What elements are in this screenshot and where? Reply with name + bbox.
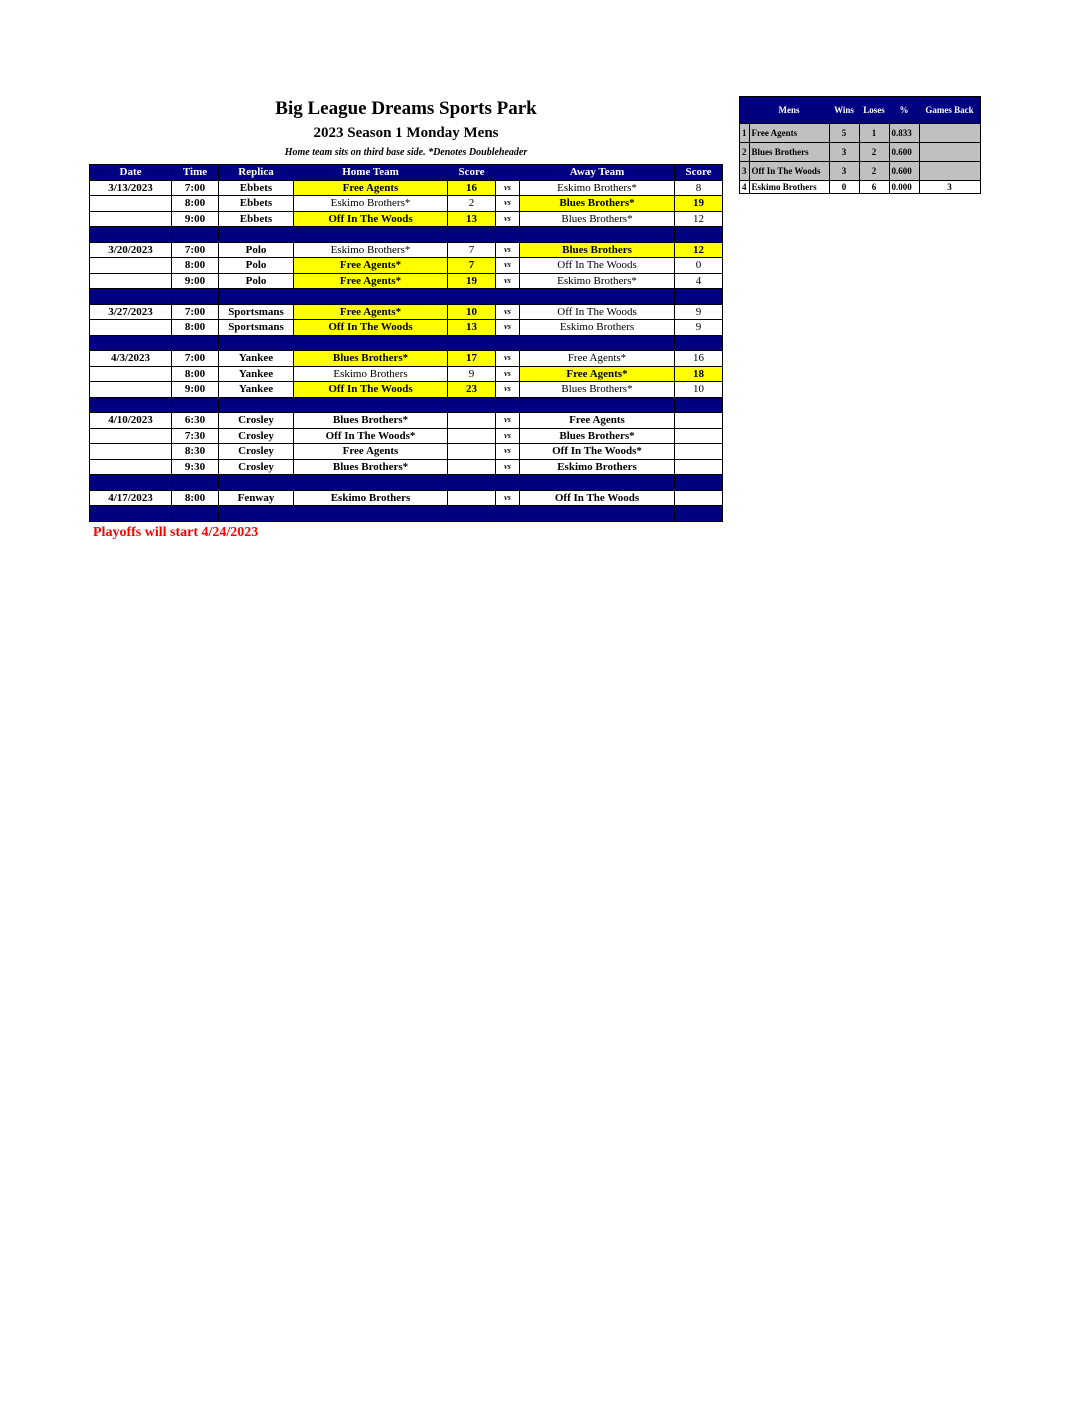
col-header-away-team: Away Team	[520, 165, 675, 181]
home-score: 13	[448, 320, 496, 336]
away-score: 12	[675, 242, 723, 258]
away-team: Blues Brothers*	[520, 428, 675, 444]
separator-cell	[90, 289, 172, 305]
col-header-date: Date	[90, 165, 172, 181]
home-team: Free Agents*	[294, 273, 448, 289]
standings-wins: 3	[829, 143, 859, 162]
standings-rank: 3	[740, 162, 750, 181]
away-score: 12	[675, 211, 723, 227]
standings-row	[740, 181, 981, 194]
home-team: Free Agents	[294, 444, 448, 460]
game-replica: Crosley	[219, 444, 294, 460]
week-separator-row	[90, 289, 723, 305]
away-score	[675, 459, 723, 475]
standings-team: Off In The Woods	[749, 162, 829, 181]
away-score: 9	[675, 320, 723, 336]
game-date	[90, 366, 172, 382]
standings-col-loses: Loses	[859, 97, 889, 124]
home-team: Off In The Woods	[294, 320, 448, 336]
vs-label: vs	[496, 413, 520, 429]
away-team: Blues Brothers*	[520, 382, 675, 398]
separator-cell	[294, 335, 448, 351]
game-time: 8:30	[172, 444, 219, 460]
standings-rank: 4	[740, 181, 750, 194]
standings-col-mens: Mens	[749, 97, 829, 124]
away-score: 16	[675, 351, 723, 367]
separator-cell	[219, 335, 294, 351]
home-team: Off In The Woods	[294, 211, 448, 227]
standings-col-wins: Wins	[829, 97, 859, 124]
separator-cell	[172, 475, 219, 491]
game-row	[90, 258, 723, 274]
game-time: 6:30	[172, 413, 219, 429]
separator-cell	[675, 506, 723, 522]
schedule-body	[90, 180, 723, 521]
game-replica: Polo	[219, 242, 294, 258]
vs-label: vs	[496, 304, 520, 320]
home-score	[448, 459, 496, 475]
standings-col-games-back: Games Back	[919, 97, 980, 124]
separator-cell	[675, 289, 723, 305]
home-team: Eskimo Brothers*	[294, 242, 448, 258]
home-score	[448, 490, 496, 506]
standings-games-back	[919, 143, 980, 162]
game-row	[90, 304, 723, 320]
game-replica: Crosley	[219, 428, 294, 444]
col-header-time: Time	[172, 165, 219, 181]
separator-cell	[520, 227, 675, 243]
separator-cell	[675, 397, 723, 413]
game-date	[90, 196, 172, 212]
separator-cell	[219, 475, 294, 491]
game-time: 8:00	[172, 258, 219, 274]
separator-cell	[294, 475, 448, 491]
game-row	[90, 180, 723, 196]
home-score: 7	[448, 242, 496, 258]
game-date	[90, 320, 172, 336]
separator-cell	[675, 335, 723, 351]
away-team: Off In The Woods	[520, 490, 675, 506]
vs-label: vs	[496, 444, 520, 460]
away-score	[675, 428, 723, 444]
away-team: Off In The Woods	[520, 258, 675, 274]
game-time: 9:00	[172, 211, 219, 227]
vs-label: vs	[496, 428, 520, 444]
standings-col-pct: %	[889, 97, 919, 124]
game-date: 3/20/2023	[90, 242, 172, 258]
standings-row	[740, 124, 981, 143]
away-team: Eskimo Brothers*	[520, 273, 675, 289]
standings-rank: 1	[740, 124, 750, 143]
home-score: 16	[448, 180, 496, 196]
game-date: 4/17/2023	[90, 490, 172, 506]
game-row	[90, 273, 723, 289]
away-team: Free Agents*	[520, 366, 675, 382]
game-date	[90, 211, 172, 227]
game-time: 7:30	[172, 428, 219, 444]
page-title: Big League Dreams Sports Park	[275, 98, 537, 119]
vs-label: vs	[496, 273, 520, 289]
home-team: Free Agents*	[294, 258, 448, 274]
home-team: Free Agents*	[294, 304, 448, 320]
home-score: 9	[448, 366, 496, 382]
home-score: 17	[448, 351, 496, 367]
away-team: Off In The Woods*	[520, 444, 675, 460]
game-time: 7:00	[172, 351, 219, 367]
game-time: 9:00	[172, 382, 219, 398]
home-score: 7	[448, 258, 496, 274]
vs-label: vs	[496, 382, 520, 398]
standings-team: Free Agents	[749, 124, 829, 143]
standings-table	[739, 96, 981, 194]
standings-wins: 5	[829, 124, 859, 143]
away-score: 0	[675, 258, 723, 274]
home-score	[448, 444, 496, 460]
separator-cell	[520, 397, 675, 413]
playoff-note: Playoffs will start 4/24/2023	[93, 525, 259, 540]
standings-pct: 0.833	[889, 124, 919, 143]
vs-label: vs	[496, 366, 520, 382]
standings-pct: 0.000	[889, 181, 919, 194]
game-date: 3/27/2023	[90, 304, 172, 320]
home-score	[448, 428, 496, 444]
game-replica: Ebbets	[219, 196, 294, 212]
col-header-away-score: Score	[675, 165, 723, 181]
separator-cell	[448, 475, 496, 491]
home-team: Blues Brothers*	[294, 351, 448, 367]
home-score: 19	[448, 273, 496, 289]
away-score: 8	[675, 180, 723, 196]
game-time: 7:00	[172, 180, 219, 196]
col-header-vs	[496, 165, 520, 181]
vs-label: vs	[496, 320, 520, 336]
game-date	[90, 273, 172, 289]
standings-wins: 3	[829, 162, 859, 181]
vs-label: vs	[496, 242, 520, 258]
season-subtitle: 2023 Season 1 Monday Mens	[313, 125, 499, 141]
separator-cell	[448, 335, 496, 351]
vs-label: vs	[496, 351, 520, 367]
separator-cell	[294, 397, 448, 413]
standings-pct: 0.600	[889, 162, 919, 181]
game-row	[90, 428, 723, 444]
away-score: 4	[675, 273, 723, 289]
game-row	[90, 366, 723, 382]
separator-cell	[520, 289, 675, 305]
separator-cell	[520, 335, 675, 351]
away-team: Off In The Woods	[520, 304, 675, 320]
home-team: Off In The Woods*	[294, 428, 448, 444]
game-date	[90, 382, 172, 398]
game-time: 9:00	[172, 273, 219, 289]
game-replica: Fenway	[219, 490, 294, 506]
game-replica: Ebbets	[219, 180, 294, 196]
home-team: Off In The Woods	[294, 382, 448, 398]
separator-cell	[219, 227, 294, 243]
separator-cell	[172, 227, 219, 243]
separator-cell	[496, 335, 520, 351]
standings-loses: 2	[859, 143, 889, 162]
standings-header-row	[740, 97, 981, 124]
separator-cell	[448, 397, 496, 413]
separator-cell	[90, 506, 172, 522]
separator-cell	[294, 289, 448, 305]
away-score	[675, 413, 723, 429]
separator-cell	[448, 289, 496, 305]
game-row	[90, 211, 723, 227]
game-time: 7:00	[172, 304, 219, 320]
game-date	[90, 444, 172, 460]
week-separator-row	[90, 335, 723, 351]
separator-cell	[675, 227, 723, 243]
separator-cell	[90, 335, 172, 351]
standings-team: Eskimo Brothers	[749, 181, 829, 194]
standings-games-back	[919, 162, 980, 181]
game-date: 3/13/2023	[90, 180, 172, 196]
separator-cell	[294, 506, 448, 522]
separator-cell	[172, 506, 219, 522]
standings-loses: 2	[859, 162, 889, 181]
game-row	[90, 490, 723, 506]
home-score: 2	[448, 196, 496, 212]
separator-cell	[219, 506, 294, 522]
away-team: Eskimo Brothers	[520, 320, 675, 336]
away-score: 19	[675, 196, 723, 212]
standings-row	[740, 143, 981, 162]
game-replica: Sportsmans	[219, 320, 294, 336]
game-row	[90, 444, 723, 460]
separator-cell	[496, 506, 520, 522]
game-replica: Yankee	[219, 366, 294, 382]
game-time: 8:00	[172, 490, 219, 506]
home-score	[448, 413, 496, 429]
separator-cell	[520, 475, 675, 491]
separator-cell	[172, 397, 219, 413]
away-team: Blues Brothers*	[520, 196, 675, 212]
game-date	[90, 428, 172, 444]
game-replica: Sportsmans	[219, 304, 294, 320]
home-score: 13	[448, 211, 496, 227]
separator-cell	[294, 227, 448, 243]
away-team: Blues Brothers	[520, 242, 675, 258]
game-replica: Yankee	[219, 351, 294, 367]
away-score: 9	[675, 304, 723, 320]
game-date: 4/10/2023	[90, 413, 172, 429]
separator-cell	[172, 289, 219, 305]
separator-cell	[219, 289, 294, 305]
away-score	[675, 444, 723, 460]
game-row	[90, 196, 723, 212]
game-replica: Crosley	[219, 459, 294, 475]
game-time: 8:00	[172, 366, 219, 382]
home-team: Eskimo Brothers	[294, 490, 448, 506]
game-row	[90, 413, 723, 429]
separator-cell	[496, 397, 520, 413]
separator-cell	[520, 506, 675, 522]
schedule-table	[89, 164, 723, 522]
separator-cell	[675, 475, 723, 491]
game-row	[90, 320, 723, 336]
away-team: Free Agents*	[520, 351, 675, 367]
game-row	[90, 242, 723, 258]
away-score	[675, 490, 723, 506]
schedule-header-row	[90, 165, 723, 181]
separator-cell	[448, 227, 496, 243]
standings-body	[740, 124, 981, 194]
vs-label: vs	[496, 258, 520, 274]
game-row	[90, 351, 723, 367]
standings-wins: 0	[829, 181, 859, 194]
vs-label: vs	[496, 180, 520, 196]
standings-pct: 0.600	[889, 143, 919, 162]
separator-cell	[90, 397, 172, 413]
separator-cell	[90, 227, 172, 243]
col-header-home-score: Score	[448, 165, 496, 181]
game-date	[90, 459, 172, 475]
standings-team: Blues Brothers	[749, 143, 829, 162]
away-team: Blues Brothers*	[520, 211, 675, 227]
away-team: Eskimo Brothers*	[520, 180, 675, 196]
standings-rank: 2	[740, 143, 750, 162]
away-score: 10	[675, 382, 723, 398]
col-header-replica: Replica	[219, 165, 294, 181]
home-score: 23	[448, 382, 496, 398]
game-replica: Polo	[219, 273, 294, 289]
standings-row	[740, 162, 981, 181]
week-separator-row	[90, 475, 723, 491]
game-replica: Polo	[219, 258, 294, 274]
game-replica: Ebbets	[219, 211, 294, 227]
home-team: Blues Brothers*	[294, 459, 448, 475]
away-team: Eskimo Brothers	[520, 459, 675, 475]
game-time: 9:30	[172, 459, 219, 475]
game-time: 8:00	[172, 196, 219, 212]
home-team: Eskimo Brothers	[294, 366, 448, 382]
game-time: 7:00	[172, 242, 219, 258]
standings-col-rank	[740, 97, 750, 124]
separator-cell	[219, 397, 294, 413]
home-team: Blues Brothers*	[294, 413, 448, 429]
vs-label: vs	[496, 490, 520, 506]
vs-label: vs	[496, 196, 520, 212]
home-score: 10	[448, 304, 496, 320]
week-separator-row	[90, 506, 723, 522]
week-separator-row	[90, 227, 723, 243]
vs-label: vs	[496, 459, 520, 475]
vs-label: vs	[496, 211, 520, 227]
separator-cell	[448, 506, 496, 522]
game-date: 4/3/2023	[90, 351, 172, 367]
game-row	[90, 382, 723, 398]
separator-cell	[496, 475, 520, 491]
standings-loses: 1	[859, 124, 889, 143]
game-replica: Yankee	[219, 382, 294, 398]
away-score: 18	[675, 366, 723, 382]
separator-cell	[496, 289, 520, 305]
standings-loses: 6	[859, 181, 889, 194]
week-separator-row	[90, 397, 723, 413]
separator-cell	[496, 227, 520, 243]
game-time: 8:00	[172, 320, 219, 336]
doubleheader-note: Home team sits on third base side. *Denotes Doubleheader	[284, 147, 528, 158]
standings-games-back	[919, 124, 980, 143]
away-team: Free Agents	[520, 413, 675, 429]
separator-cell	[172, 335, 219, 351]
game-date	[90, 258, 172, 274]
standings-games-back: 3	[919, 181, 980, 194]
home-team: Eskimo Brothers*	[294, 196, 448, 212]
home-team: Free Agents	[294, 180, 448, 196]
col-header-home-team: Home Team	[294, 165, 448, 181]
separator-cell	[90, 475, 172, 491]
game-replica: Crosley	[219, 413, 294, 429]
game-row	[90, 459, 723, 475]
